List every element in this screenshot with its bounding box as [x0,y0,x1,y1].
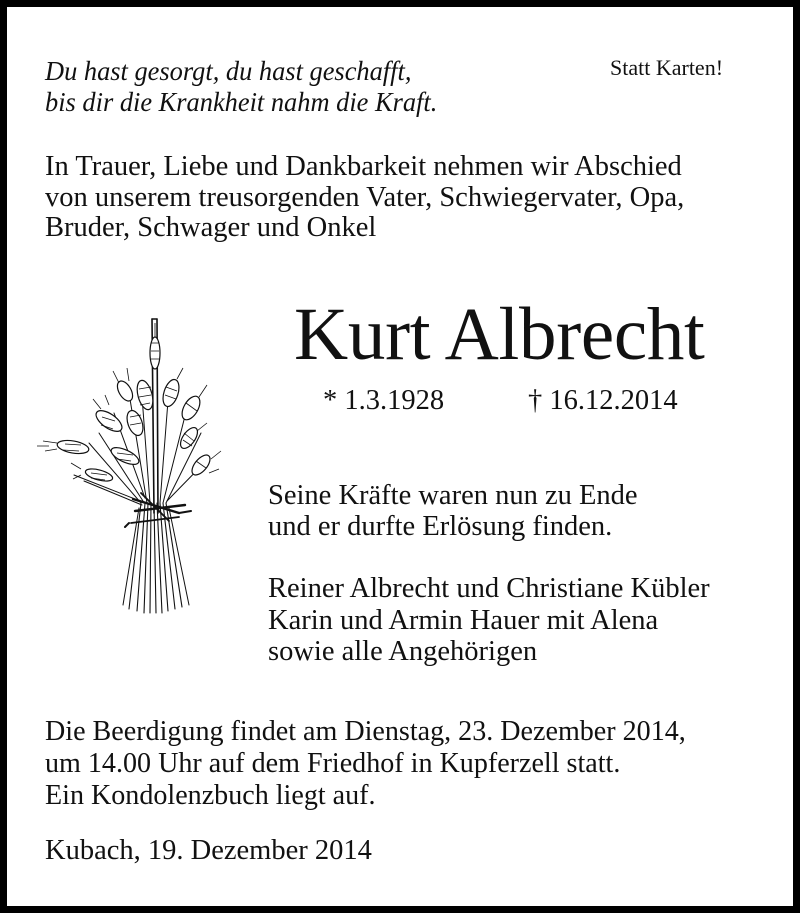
place-and-date: Kubach, 19. Dezember 2014 [45,835,372,866]
mourner-line: sowie alle Angehörigen [268,636,538,667]
mourner-line: Reiner Albrecht und Christiane Kübler [268,573,710,604]
funeral-line: Die Beerdigung findet am Dienstag, 23. Dezember 2014, [45,716,686,747]
intro-line: Bruder, Schwager und Onkel [45,212,377,243]
funeral-line: um 14.00 Uhr auf dem Friedhof in Kupferzell statt. [45,748,621,779]
memorial-verse [268,480,638,542]
intro-paragraph [45,152,684,244]
funeral-line: Ein Kondolenzbuch liegt auf. [45,780,376,811]
funeral-details [45,716,686,812]
mourner-line: Karin und Armin Hauer mit Alena [268,604,659,636]
birth-date: * 1.3.1928 [323,385,445,416]
motto-verse [45,55,437,117]
death-date: † 16.12.2014 [528,385,678,416]
motto-line: Du hast gesorgt, du hast geschafft, [45,55,412,86]
motto-line: bis dir die Krankheit nahm die Kraft. [45,86,438,117]
wheat-sheaf-icon [29,313,229,617]
intro-line: In Trauer, Liebe und Dankbarkeit nehmen wir Abschied [45,151,682,182]
deceased-name: Kurt Albrecht [294,293,705,376]
verse-line: Seine Kräfte waren nun zu Ende [268,480,638,511]
mourners-list [268,573,710,668]
verse-line: und er durfte Erlösung finden. [268,511,613,542]
statt-karten-label: Statt Karten! [610,55,724,80]
intro-line: von unserem treusorgenden Vater, Schwiegervater, Opa, [45,181,685,213]
